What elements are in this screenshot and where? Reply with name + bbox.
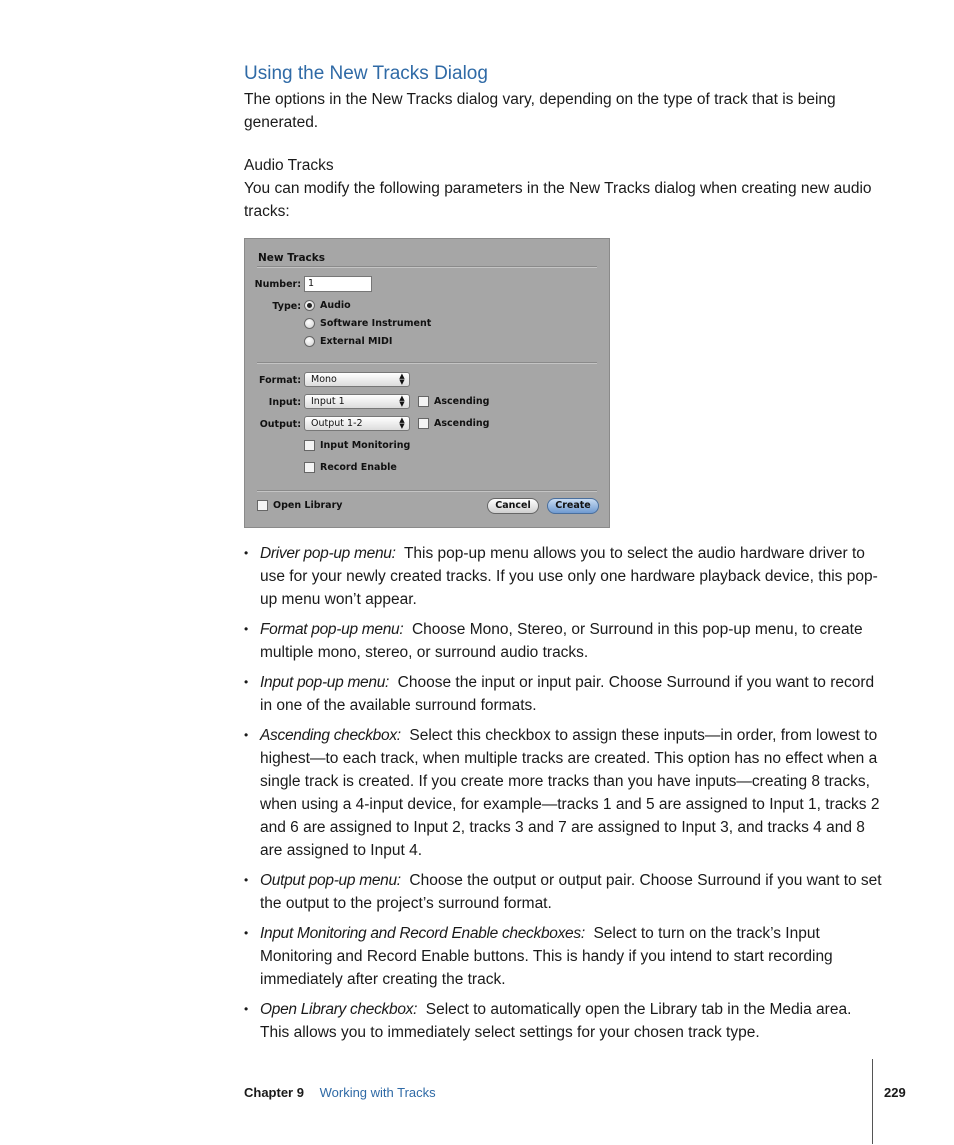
- divider: [257, 362, 597, 364]
- input-popup-value: Input 1: [311, 396, 345, 407]
- checkbox-label: Input Monitoring: [320, 440, 411, 451]
- checkbox-label: Record Enable: [320, 462, 397, 473]
- radio-label: Audio: [320, 300, 351, 311]
- radio-selected-icon: [304, 300, 315, 311]
- chapter-name: Working with Tracks: [319, 1085, 436, 1100]
- type-radio-software-instrument[interactable]: [304, 318, 431, 329]
- format-popup-value: Mono: [311, 374, 337, 385]
- item-text: Choose Mono, Stereo, or Surround in this pop-up menu, to create multiple mono, stereo, or surround audio tracks.: [260, 621, 863, 661]
- item-term: Input pop-up menu:: [260, 674, 390, 691]
- item-term: Driver pop-up menu:: [260, 545, 396, 562]
- list-item: [244, 869, 884, 915]
- output-label: Output:: [259, 419, 301, 430]
- bullet-icon: •: [244, 1002, 249, 1016]
- list-item: [244, 998, 884, 1044]
- new-tracks-dialog-figure: [244, 238, 610, 528]
- updown-arrows-icon: ▲ ▼: [399, 416, 405, 430]
- updown-arrows-icon: ▲ ▼: [399, 394, 405, 408]
- subheading: Audio Tracks: [244, 157, 334, 174]
- output-popup-value: Output 1-2: [311, 418, 363, 429]
- bullet-icon: •: [244, 926, 249, 940]
- parameter-list: [244, 542, 884, 1051]
- section: [244, 60, 884, 223]
- chapter-number: Chapter 9: [244, 1085, 304, 1100]
- checkbox-label: Ascending: [434, 396, 490, 407]
- input-ascending-checkbox[interactable]: [418, 396, 489, 407]
- input-popup[interactable]: [304, 394, 410, 409]
- input-label: Input:: [268, 397, 301, 408]
- dialog-title: New Tracks: [258, 252, 325, 264]
- bullet-icon: •: [244, 728, 249, 742]
- radio-icon: [304, 318, 315, 329]
- number-label: Number:: [254, 279, 301, 290]
- checkbox-icon: [257, 500, 268, 511]
- list-item: [244, 542, 884, 611]
- item-term: Format pop-up menu:: [260, 621, 404, 638]
- divider: [257, 490, 597, 492]
- checkbox-icon: [418, 396, 429, 407]
- radio-icon: [304, 336, 315, 347]
- item-term: Open Library checkbox:: [260, 1001, 418, 1018]
- item-text: This pop-up menu allows you to select the audio hardware driver to use for your newly created tracks. If you use only one hardware playback device, this pop-up menu won’t appear.: [260, 545, 878, 608]
- open-library-checkbox[interactable]: [257, 500, 342, 511]
- type-radio-audio[interactable]: [304, 300, 351, 311]
- format-popup[interactable]: [304, 372, 410, 387]
- updown-arrows-icon: ▲ ▼: [399, 372, 405, 386]
- item-text: Select to turn on the track’s Input Monitoring and Record Enable buttons. This is handy if you intend to start recording immediately after creating the track.: [260, 925, 833, 988]
- item-text: Select this checkbox to assign these inputs—in order, from lowest to highest—to each track, when multiple tracks are created. This option has no effect when a single track is created. If you create more tracks than you have inputs—creating 8 tracks, when using a 4-input device, for example—tracks 1 and 5 are assigned to Input 1, tracks 2 and 6 are assigned to Input 2, tracks 3 and 7 are assigned to Input 3, and tracks 4 and 8 are assigned to Input 4.: [260, 727, 880, 859]
- input-monitoring-checkbox[interactable]: [304, 440, 410, 451]
- checkbox-icon: [418, 418, 429, 429]
- checkbox-label: Open Library: [273, 500, 343, 511]
- bullet-icon: •: [244, 873, 249, 887]
- section-title: Using the New Tracks Dialog: [244, 63, 488, 84]
- number-field[interactable]: 1: [304, 276, 372, 292]
- item-text: Choose the input or input pair. Choose Surround if you want to record in one of the available surround formats.: [260, 674, 875, 714]
- footer-divider: [872, 1059, 873, 1144]
- radio-label: External MIDI: [320, 336, 393, 347]
- item-text: Choose the output or output pair. Choose Surround if you want to set the output to the project’s surround format.: [260, 872, 882, 912]
- item-text: Select to automatically open the Library tab in the Media area. This allows you to immediately select settings for your chosen track type.: [260, 1001, 852, 1041]
- item-term: Input Monitoring and Record Enable checkboxes:: [260, 925, 585, 942]
- output-ascending-checkbox[interactable]: [418, 418, 489, 429]
- bullet-icon: •: [244, 675, 249, 689]
- list-item: [244, 922, 884, 991]
- type-radio-external-midi[interactable]: [304, 336, 392, 347]
- list-item: [244, 724, 884, 862]
- create-button[interactable]: Create: [547, 498, 599, 514]
- item-term: Ascending checkbox:: [260, 727, 401, 744]
- bullet-icon: •: [244, 622, 249, 636]
- list-item: [244, 671, 884, 717]
- record-enable-checkbox[interactable]: [304, 462, 397, 473]
- list-item: [244, 618, 884, 664]
- radio-label: Software Instrument: [320, 318, 432, 329]
- checkbox-icon: [304, 440, 315, 451]
- format-label: Format:: [259, 375, 301, 386]
- page-number: 229: [884, 1085, 906, 1100]
- sub-intro-paragraph: You can modify the following parameters in the New Tracks dialog when creating new audio tracks:: [244, 180, 872, 220]
- type-label: Type:: [272, 301, 301, 312]
- checkbox-icon: [304, 462, 315, 473]
- bullet-icon: •: [244, 546, 249, 560]
- cancel-button[interactable]: Cancel: [487, 498, 539, 514]
- divider: [257, 266, 597, 268]
- item-term: Output pop-up menu:: [260, 872, 401, 889]
- output-popup[interactable]: [304, 416, 410, 431]
- intro-paragraph: The options in the New Tracks dialog vary, depending on the type of track that is being generated.: [244, 91, 836, 131]
- page-footer: [244, 1085, 906, 1105]
- checkbox-label: Ascending: [434, 418, 490, 429]
